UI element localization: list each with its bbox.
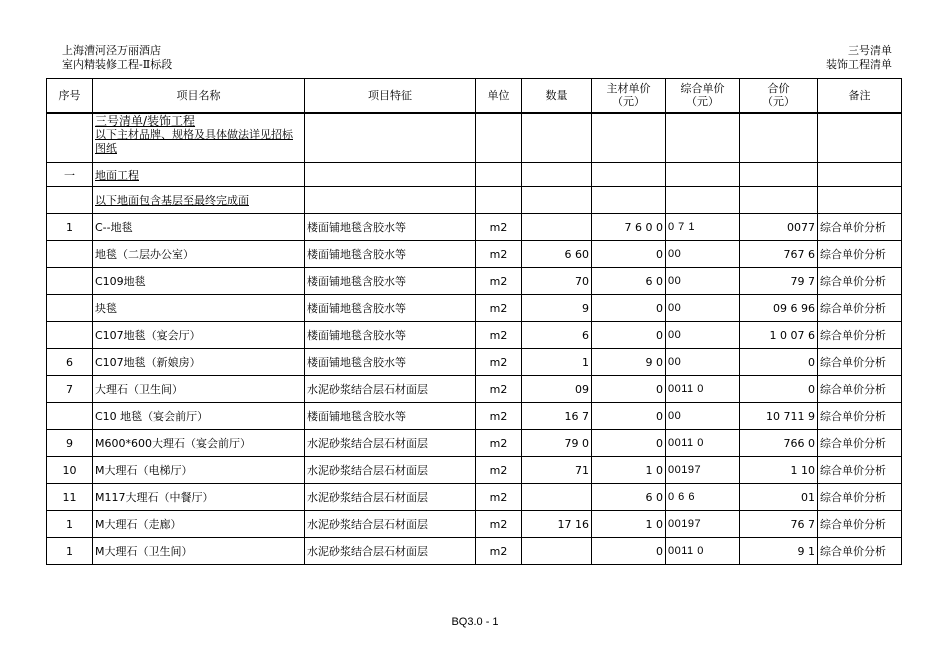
row-seq <box>47 241 93 268</box>
col-feature: 项目特征 <box>305 79 476 113</box>
table-row <box>47 268 902 295</box>
row-unit-price: 0011 0 <box>666 430 740 457</box>
row-unit: m2 <box>476 430 522 457</box>
subsection-row <box>47 163 902 187</box>
row-feature: 楼面铺地毯含胶水等 <box>305 349 476 376</box>
table-row <box>47 376 902 403</box>
table-row <box>47 403 902 430</box>
row-name: C107地毯（宴会厅） <box>93 322 305 349</box>
row-unit: m2 <box>476 295 522 322</box>
row-name: C109地毯 <box>93 268 305 295</box>
row-feature: 楼面铺地毯含胶水等 <box>305 295 476 322</box>
row-unit-price: 00 <box>666 241 740 268</box>
row-feature: 水泥砂浆结合层石材面层 <box>305 430 476 457</box>
row-qty: 6 <box>522 322 592 349</box>
row-unit: m2 <box>476 376 522 403</box>
col-seq: 序号 <box>47 79 93 113</box>
row-main-price: 0 <box>592 376 666 403</box>
section-note: 以下主材品牌、规格及具体做法详见招标图纸 <box>95 127 293 155</box>
row-name: M大理石（卫生间） <box>93 538 305 565</box>
row-seq: 11 <box>47 484 93 511</box>
row-feature: 楼面铺地毯含胶水等 <box>305 214 476 241</box>
table-row <box>47 349 902 376</box>
row-seq <box>47 295 93 322</box>
row-qty: 6 60 <box>522 241 592 268</box>
row-qty: 71 <box>522 457 592 484</box>
section-title-row <box>47 113 902 163</box>
row-seq: 9 <box>47 430 93 457</box>
row-remark: 综合单价分析 <box>818 430 902 457</box>
row-remark: 综合单价分析 <box>818 511 902 538</box>
subsection-note: 以下地面包含基层至最终完成面 <box>93 187 305 214</box>
row-seq: 7 <box>47 376 93 403</box>
row-seq: 1 <box>47 538 93 565</box>
row-feature: 楼面铺地毯含胶水等 <box>305 403 476 430</box>
row-total: 79 7 <box>740 268 818 295</box>
row-main-price: 1 0 <box>592 511 666 538</box>
row-name: 地毯（二层办公室） <box>93 241 305 268</box>
row-unit: m2 <box>476 214 522 241</box>
row-feature: 水泥砂浆结合层石材面层 <box>305 376 476 403</box>
row-qty: 16 7 <box>522 403 592 430</box>
row-unit-price: 00197 <box>666 457 740 484</box>
row-feature: 水泥砂浆结合层石材面层 <box>305 538 476 565</box>
row-remark: 综合单价分析 <box>818 403 902 430</box>
page-number: BQ3.0 - 1 <box>451 616 499 628</box>
row-qty: 70 <box>522 268 592 295</box>
row-total: 01 <box>740 484 818 511</box>
document-header-right <box>826 44 892 72</box>
row-main-price: 0 <box>592 295 666 322</box>
table-row <box>47 457 902 484</box>
bill-number: 三号清单 <box>848 44 892 57</box>
section-title: 三号清单/装饰工程 <box>95 113 196 128</box>
row-total: 09 6 96 <box>740 295 818 322</box>
row-total: 0 <box>740 376 818 403</box>
row-seq <box>47 403 93 430</box>
row-unit: m2 <box>476 349 522 376</box>
col-remark: 备注 <box>818 79 902 113</box>
row-unit-price: 0 6 6 <box>666 484 740 511</box>
table-row <box>47 214 902 241</box>
row-remark: 综合单价分析 <box>818 349 902 376</box>
table-row <box>47 322 902 349</box>
col-total: 合价 （元） <box>740 79 818 113</box>
row-unit: m2 <box>476 511 522 538</box>
table-row <box>47 241 902 268</box>
row-main-price: 1 0 <box>592 457 666 484</box>
row-main-price: 0 <box>592 241 666 268</box>
row-remark: 综合单价分析 <box>818 376 902 403</box>
row-remark: 综合单价分析 <box>818 214 902 241</box>
row-seq <box>47 322 93 349</box>
row-unit-price: 00 <box>666 322 740 349</box>
row-name: M117大理石（中餐厅） <box>93 484 305 511</box>
row-feature: 楼面铺地毯含胶水等 <box>305 268 476 295</box>
row-total: 76 7 <box>740 511 818 538</box>
row-qty: 09 <box>522 376 592 403</box>
row-unit-price: 00 <box>666 295 740 322</box>
row-remark: 综合单价分析 <box>818 241 902 268</box>
row-remark: 综合单价分析 <box>818 295 902 322</box>
table-row <box>47 511 902 538</box>
row-feature: 水泥砂浆结合层石材面层 <box>305 484 476 511</box>
row-unit-price: 00197 <box>666 511 740 538</box>
row-main-price: 9 0 <box>592 349 666 376</box>
table-row <box>47 295 902 322</box>
row-seq: 10 <box>47 457 93 484</box>
row-name: 大理石（卫生间） <box>93 376 305 403</box>
row-name: C10 地毯（宴会前厅） <box>93 403 305 430</box>
project-name: 上海漕河泾万丽酒店 <box>62 44 161 57</box>
row-main-price: 0 <box>592 538 666 565</box>
row-main-price: 0 <box>592 403 666 430</box>
row-seq: 1 <box>47 214 93 241</box>
table-row <box>47 484 902 511</box>
project-section: 室内精装修工程-Ⅱ标段 <box>62 58 173 71</box>
row-name: M大理石（电梯厅） <box>93 457 305 484</box>
row-unit: m2 <box>476 322 522 349</box>
row-main-price: 0 <box>592 322 666 349</box>
row-qty <box>522 484 592 511</box>
row-remark: 综合单价分析 <box>818 538 902 565</box>
row-name: C--地毯 <box>93 214 305 241</box>
row-unit: m2 <box>476 538 522 565</box>
row-total: 10 711 9 <box>740 403 818 430</box>
row-unit-price: 00 <box>666 349 740 376</box>
bill-title: 装饰工程清单 <box>826 58 892 71</box>
row-name: 块毯 <box>93 295 305 322</box>
row-seq: 6 <box>47 349 93 376</box>
row-unit: m2 <box>476 403 522 430</box>
row-qty <box>522 538 592 565</box>
row-seq <box>47 268 93 295</box>
row-total: 9 1 <box>740 538 818 565</box>
row-main-price: 6 0 <box>592 484 666 511</box>
row-remark: 综合单价分析 <box>818 457 902 484</box>
document-header-left <box>62 44 172 72</box>
row-total: 1 0 07 6 <box>740 322 818 349</box>
row-total: 767 6 <box>740 241 818 268</box>
row-name: C107地毯（新娘房） <box>93 349 305 376</box>
col-unit-price: 综合单价 （元） <box>666 79 740 113</box>
subsection-note-row <box>47 187 902 214</box>
row-total: 1 10 <box>740 457 818 484</box>
row-feature: 楼面铺地毯含胶水等 <box>305 241 476 268</box>
row-unit-price: 0011 0 <box>666 376 740 403</box>
row-name: M600*600大理石（宴会前厅） <box>93 430 305 457</box>
row-total: 0077 <box>740 214 818 241</box>
row-unit: m2 <box>476 457 522 484</box>
row-main-price: 6 0 <box>592 268 666 295</box>
table-row <box>47 430 902 457</box>
row-unit-price: 00 <box>666 268 740 295</box>
row-unit: m2 <box>476 484 522 511</box>
row-total: 766 0 <box>740 430 818 457</box>
row-seq: 1 <box>47 511 93 538</box>
col-name: 项目名称 <box>93 79 305 113</box>
row-remark: 综合单价分析 <box>818 268 902 295</box>
subsection-title: 地面工程 <box>93 163 305 187</box>
row-unit-price: 00 <box>666 403 740 430</box>
row-qty: 9 <box>522 295 592 322</box>
row-main-price: 7 6 0 0 <box>592 214 666 241</box>
row-qty: 79 0 <box>522 430 592 457</box>
row-remark: 综合单价分析 <box>818 322 902 349</box>
row-qty: 1 <box>522 349 592 376</box>
row-unit-price: 0 7 1 <box>666 214 740 241</box>
subsection-seq: 一 <box>47 163 93 187</box>
row-feature: 水泥砂浆结合层石材面层 <box>305 457 476 484</box>
row-qty <box>522 214 592 241</box>
row-name: M大理石（走廊） <box>93 511 305 538</box>
row-unit: m2 <box>476 268 522 295</box>
table-row <box>47 538 902 565</box>
row-remark: 综合单价分析 <box>818 484 902 511</box>
bill-of-quantities-table <box>46 78 902 565</box>
row-total: 0 <box>740 349 818 376</box>
col-unit: 单位 <box>476 79 522 113</box>
row-feature: 水泥砂浆结合层石材面层 <box>305 511 476 538</box>
table-header-row <box>47 79 902 113</box>
row-unit: m2 <box>476 241 522 268</box>
row-main-price: 0 <box>592 430 666 457</box>
row-unit-price: 0011 0 <box>666 538 740 565</box>
row-feature: 楼面铺地毯含胶水等 <box>305 322 476 349</box>
col-qty: 数量 <box>522 79 592 113</box>
col-main-price: 主材单价 （元） <box>592 79 666 113</box>
row-qty: 17 16 <box>522 511 592 538</box>
